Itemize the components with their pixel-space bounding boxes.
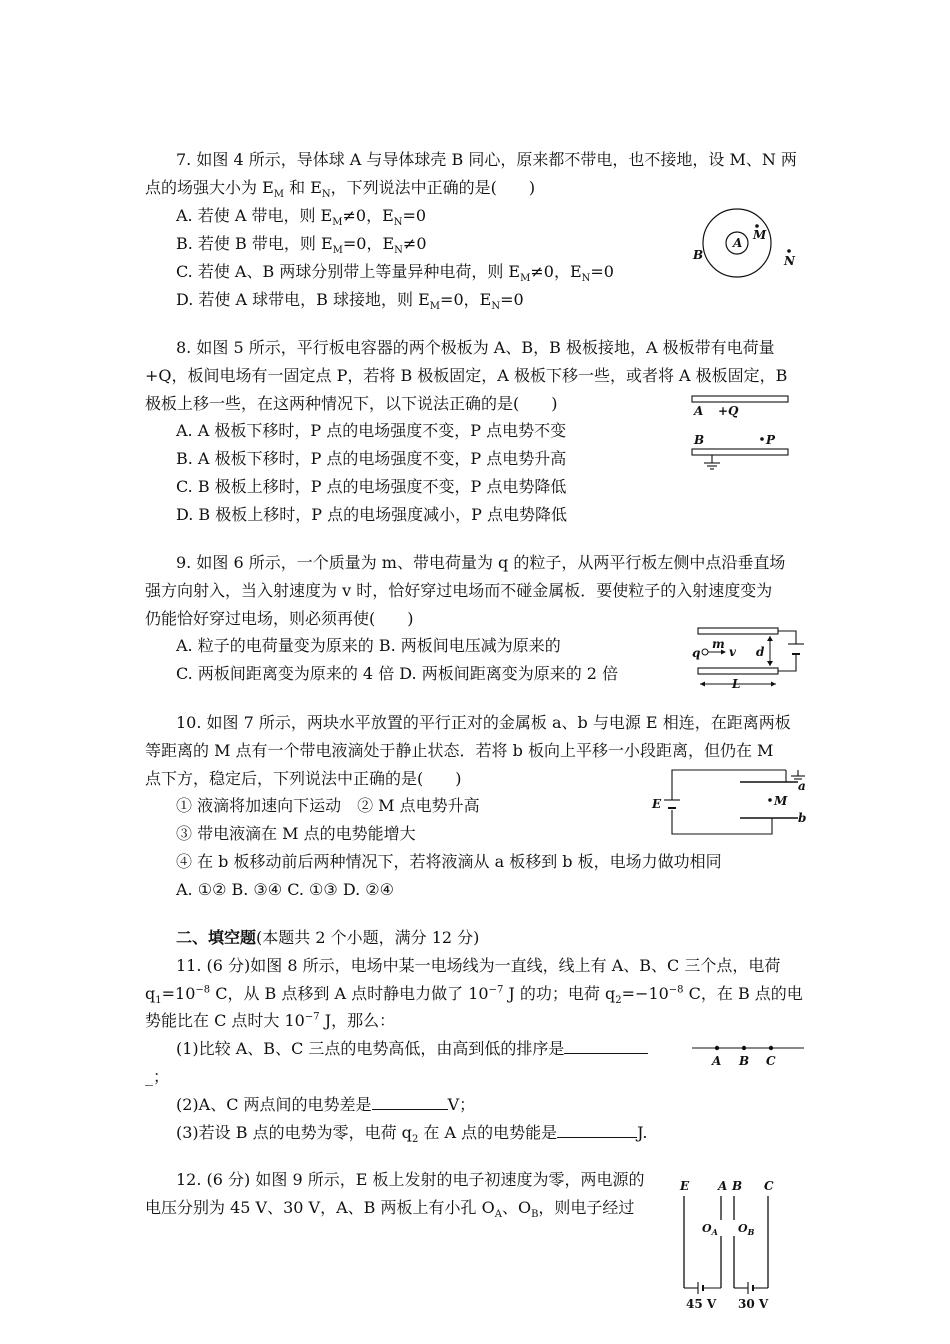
q11-stem-line1: 11. (6 分)如图 8 所示，电场中某一电场线为一直线，线上有 A、B、C 三个点，电荷 <box>176 956 781 975</box>
q11-stem-line3: 势能比在 C 点时大 $10^{-7}$ J，那么： <box>145 1011 396 1030</box>
answer-blank-3[interactable] <box>557 1123 637 1138</box>
q9-stem-line2: 强方向射入，当入射速度为 v 时，恰好穿过电场而不碰金属板．要使粒子的入射速度变为 <box>145 581 773 600</box>
q7-stem-line2: 点的场强大小为 $E_M$ 和 $E_N$，下列说法中正确的是( ) <box>145 178 536 201</box>
q11-part-2: (2)A、C 两点间的电势差是 V； <box>176 1095 476 1114</box>
label-d: d <box>756 645 765 659</box>
label-b: B <box>739 1054 750 1068</box>
q7-stem-line1: 7. 如图 4 所示，导体球 A 与导体球壳 B 同心，原来都不带电，也不接地，设 M、N 两 <box>176 150 797 169</box>
q7-figure <box>685 205 810 285</box>
label-c: C <box>764 1179 774 1193</box>
q11-figure <box>688 1040 808 1070</box>
q8-stem-line2: +Q，板间电场有一固定点 P，若将 B 极板固定，A 极板下移一些，或者将 A 极板固定，B <box>145 366 788 385</box>
q8-stem-line1: 8. 如图 5 所示，平行板电容器的两个极板为 A、B，B 极板接地，A 极板带有电荷量 <box>176 338 775 357</box>
q10-choices: A. ①② B. ③④ C. ①③ D. ②④ <box>176 880 394 899</box>
answer-blank-2[interactable] <box>372 1095 448 1110</box>
label-l: L <box>732 677 741 691</box>
q10-stem-line1: 10. 如图 7 所示，两块水平放置的平行正对的金属板 a、b 与电源 E 相连，在距离两板 <box>176 713 791 732</box>
q11-part-1-tail: _； <box>145 1067 170 1086</box>
label-a: A <box>712 1054 722 1068</box>
label-45v: 45 V <box>686 1297 717 1311</box>
point-c <box>769 1046 773 1050</box>
label-30v: 30 V <box>738 1297 769 1311</box>
label-a: A <box>733 236 743 250</box>
q7-option-c: C. 若使 A、B 两球分别带上等量异种电荷，则 $E_M\ne 0$，$E_N=0$ <box>176 262 614 285</box>
q8-option-c: C. B 极板上移时，P 点的电场强度不变，P 点电势降低 <box>176 477 567 496</box>
point-b <box>742 1046 746 1050</box>
q10-statement-1-2: ① 液滴将加速向下运动 ② M 点电势升高 <box>176 796 480 815</box>
answer-blank-1[interactable] <box>564 1039 648 1054</box>
circuit-wire <box>778 631 796 644</box>
q8-stem-line3: 极板上移一些，在这两种情况下，以下说法正确的是( ) <box>145 394 558 413</box>
label-c: C <box>766 1054 776 1068</box>
label-m: M <box>753 228 767 242</box>
q8-option-d: D. B 极板上移时，P 点的电场强度减小，P 点电势降低 <box>176 505 567 524</box>
q10-stem-line3: 点下方，稳定后，下列说法中正确的是( ) <box>145 769 462 788</box>
label-e: E <box>680 1179 690 1193</box>
label-a: a <box>798 779 806 793</box>
label-a: A <box>694 404 704 418</box>
label-oa: $O_A$ <box>702 1222 718 1237</box>
q10-figure <box>648 762 813 840</box>
q7-option-a: A. 若使 A 带电，则 $E_M\ne 0$，$E_N=0$ <box>176 206 427 229</box>
q9-figure <box>688 624 808 692</box>
q10-statement-4: ④ 在 b 板移动前后两种情况下，若将液滴从 a 板移到 b 板，电场力做功相同 <box>176 852 722 871</box>
label-v: v <box>729 645 736 659</box>
label-m: m <box>712 637 725 651</box>
label-e: E <box>652 797 662 811</box>
q8-figure <box>688 392 793 472</box>
q9-options-ab: A. 粒子的电荷量变为原来的 B. 两板间电压减为原来的 <box>176 636 561 655</box>
particle <box>702 649 708 655</box>
label-q: +Q <box>718 404 739 418</box>
point-n <box>787 249 791 253</box>
q12-figure <box>676 1176 786 1314</box>
q9-options-cd: C. 两板间距离变为原来的 4 倍 D. 两板间距离变为原来的 2 倍 <box>176 664 619 683</box>
q12-stem-line1: 12. (6 分) 如图 9 所示，E 板上发射的电子初速度为零，两电源的 <box>176 1170 645 1189</box>
label-b: b <box>798 811 807 825</box>
section-2-heading: 二、填空题(本题共 2 个小题，满分 12 分) <box>176 928 480 947</box>
label-ob: $O_B$ <box>738 1222 755 1237</box>
label-p: P <box>766 433 776 447</box>
label-b: B <box>693 248 704 262</box>
plate-a <box>692 396 788 402</box>
circuit-loop-bottom <box>672 810 772 834</box>
point-a <box>715 1046 719 1050</box>
label-b: B <box>694 433 705 447</box>
q10-statement-3: ③ 带电液滴在 M 点的电势能增大 <box>176 824 416 843</box>
plate-b <box>692 449 788 455</box>
circuit-loop-top <box>672 770 786 800</box>
q8-option-b: B. A 极板下移时，P 点的电场强度不变，P 点电势升高 <box>176 449 567 468</box>
lower-plate <box>698 668 778 674</box>
q7-option-d: D. 若使 A 球带电，B 球接地，则 $E_M=0$，$E_N=0$ <box>176 290 524 313</box>
label-n: N <box>784 254 795 268</box>
q11-part-1: (1)比较 A、B、C 三点的电势高低，由高到低的排序是 <box>176 1039 648 1059</box>
q10-stem-line2: 等距离的 M 点有一个带电液滴处于静止状态．若将 b 板向上平移一小段距离，但仍在 M <box>145 741 774 760</box>
point-m <box>768 798 772 802</box>
label-m: M <box>774 794 788 808</box>
q8-option-a: A. A 极板下移时，P 点的电场强度不变，P 点电势不变 <box>176 421 567 440</box>
label-b: B <box>732 1179 743 1193</box>
q12-stem-line2: 电压分别为 45 V、30 V，A、B 两板上有小孔 $O_A$、$O_B$，则电子经过 <box>145 1198 635 1221</box>
upper-plate <box>698 628 778 634</box>
q11-stem-line2: $q_1=10^{-8}$ C，从 B 点移到 A 点时静电力做了 $10^{-7}$ J 的功；电荷 $q_2=-10^{-8}$ C，在 B 点的电 <box>145 984 803 1007</box>
label-a: A <box>718 1179 728 1193</box>
q9-stem-line3: 仍能恰好穿过电场，则必须再使( ) <box>145 609 414 628</box>
q11-part-3: (3)若设 B 点的电势为零，电荷 $q_2$ 在 A 点的电势能是 J. <box>176 1123 648 1146</box>
q9-stem-line1: 9. 如图 6 所示，一个质量为 m、带电荷量为 q 的粒子，从两平行板左侧中点沿垂直场 <box>176 553 786 572</box>
point-p <box>760 437 764 441</box>
label-q: q <box>692 646 701 660</box>
q7-option-b: B. 若使 B 带电，则 $E_M=0$，$E_N\ne 0$ <box>176 234 427 257</box>
